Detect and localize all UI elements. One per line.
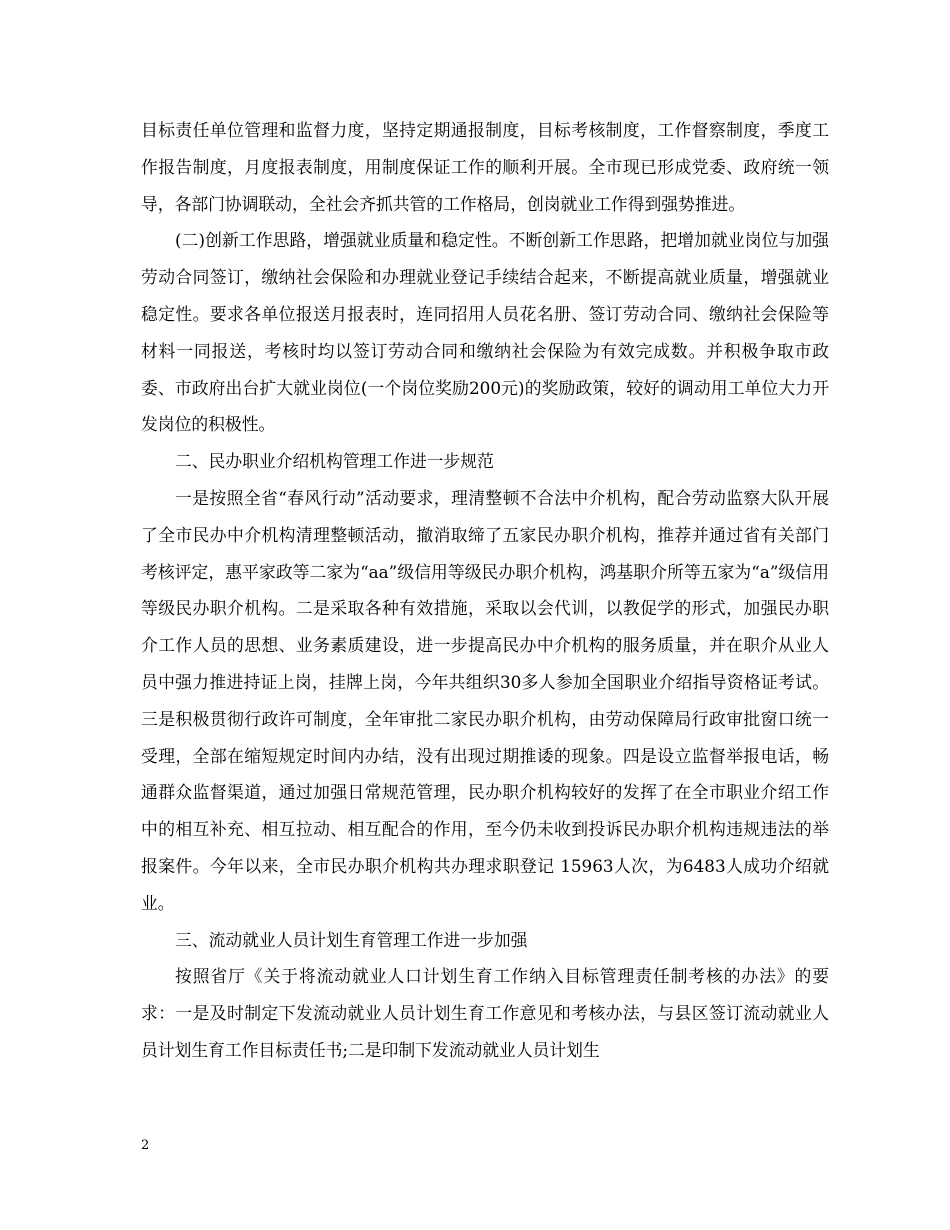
paragraph-private-agencies: 一是按照全省“春风行动”活动要求，理清整顿不合法中介机构，配合劳动监察大队开展了全市民办中介机构清理整顿活动，撤消取缔了五家民办职介机构，推荐并通过省有关部门考核评定，惠平家政等二家为“aa”级信用等级民办职介机构，鸿基职介所等五家为“a”级信用等级民办职介机构。二是采取各种有效措施，采取以会代训，以教促学的形式，加强民办职介工作人员的思想、业务素质建设，进一步提高民办中介机构的服务质量，并在职介从业人员中强力推进持证上岗，挂牌上岗，今年共组织30多人参加全国职业介绍指导资格证考试。三是积极贯彻行政许可制度，全年审批二家民办职介机构，由劳动保障局行政审批窗口统一受理，全部在缩短规定时间内办结，没有出现过期推诿的现象。四是设立监督举报电话，畅通群众监督渠道，通过加强日常规范管理，民办职介机构较好的发挥了在全市职业介绍工作中的相互补充、相互拉动、相互配合的作用，至今仍未收到投诉民办职介机构违规违法的举报案件。今年以来，全市民办职介机构共办理求职登记 15963人次，为6483人成功介绍就业。 (141, 487, 829, 913)
paragraph-target-responsibility: 目标责任单位管理和监督力度，坚持定期通报制度，目标考核制度，工作督察制度，季度工作报告制度，月度报表制度，用制度保证工作的顺利开展。全市现已形成党委、政府统一领导，各部门协调联动，全社会齐抓共管的工作格局，创岗就业工作得到强势推进。 (141, 120, 829, 214)
paragraph-innovation-quality: (二)创新工作思路，增强就业质量和稳定性。不断创新工作思路，把增加就业岗位与加强劳动合同签订，缴纳社会保险和办理就业登记手续结合起来，不断提高就业质量，增强就业稳定性。要求各单位报送月报表时，连同招用人员花名册、签订劳动合同、缴纳社会保险等材料一同报送，考核时均以签订劳动合同和缴纳社会保险为有效完成数。并积极争取市政委、市政府出台扩大就业岗位(一个岗位奖励200元)的奖励政策，较好的调动用工单位大力开发岗位的积极性。 (141, 230, 829, 435)
document-body (141, 112, 829, 1069)
paragraph-family-planning: 按照省厅《关于将流动就业人口计划生育工作纳入目标管理责任制考核的办法》的要求：一是及时制定下发流动就业人员计划生育工作意见和考核办法，与县区签订流动就业人员计划生育工作目标责任书;二是印制下发流动就业人员计划生 (141, 966, 829, 1060)
section-heading-family-planning: 三、流动就业人员计划生育管理工作进一步加强 (175, 929, 528, 950)
section-heading-private-agencies: 二、民办职业介绍机构管理工作进一步规范 (175, 451, 494, 472)
page-number: 2 (141, 1138, 150, 1153)
